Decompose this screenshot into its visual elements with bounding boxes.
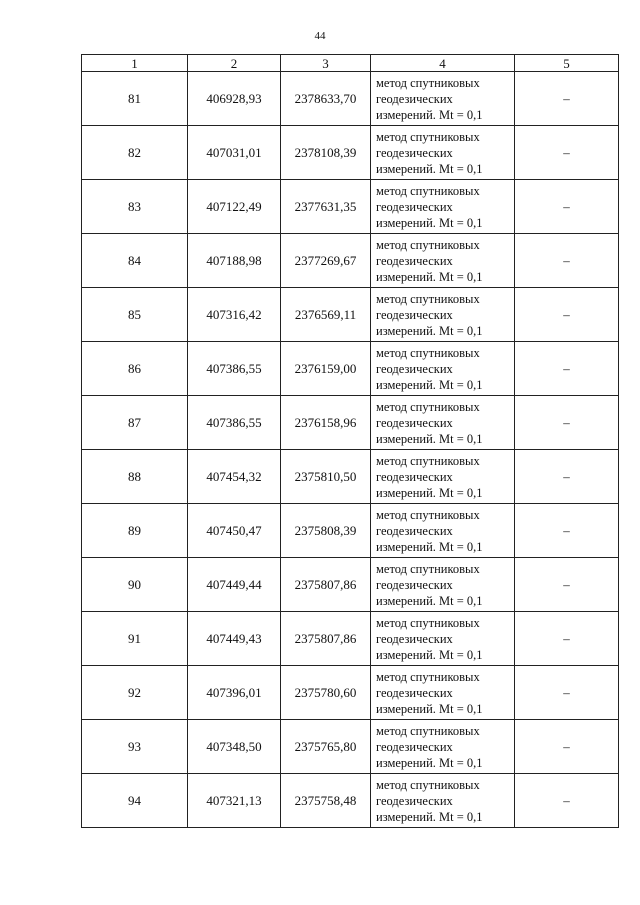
method-text-line: геодезических — [376, 524, 453, 538]
point-number-cell: 86 — [82, 342, 188, 396]
method-text-line: метод спутниковых — [376, 76, 480, 90]
table-row — [82, 558, 619, 612]
column-header: 4 — [371, 55, 515, 72]
x-coordinate-cell: 407396,01 — [188, 666, 281, 720]
y-coordinate-cell: 2376569,11 — [281, 288, 371, 342]
method-text-line: метод спутниковых — [376, 670, 480, 684]
method-text-line: измерений. Mt = 0,1 — [376, 324, 483, 338]
note-cell: – — [515, 126, 619, 180]
method-text-line: геодезических — [376, 146, 453, 160]
method-text-line: геодезических — [376, 362, 453, 376]
note-cell: – — [515, 72, 619, 126]
method-text-line: геодезических — [376, 578, 453, 592]
page-number: 44 — [314, 30, 326, 42]
method-text-line: метод спутниковых — [376, 184, 480, 198]
method-text-line: метод спутниковых — [376, 130, 480, 144]
method-text-line: измерений. Mt = 0,1 — [376, 216, 483, 230]
point-number-cell: 85 — [82, 288, 188, 342]
method-text-line: измерений. Mt = 0,1 — [376, 702, 483, 716]
x-coordinate-cell: 407386,55 — [188, 342, 281, 396]
method-cell — [371, 612, 515, 666]
y-coordinate-cell: 2375807,86 — [281, 558, 371, 612]
method-cell — [371, 774, 515, 828]
method-text-line: метод спутниковых — [376, 508, 480, 522]
table-row — [82, 396, 619, 450]
method-text-line: метод спутниковых — [376, 292, 480, 306]
method-text-line: измерений. Mt = 0,1 — [376, 378, 483, 392]
note-cell: – — [515, 234, 619, 288]
column-header: 2 — [188, 55, 281, 72]
method-cell — [371, 72, 515, 126]
method-text-line: метод спутниковых — [376, 616, 480, 630]
note-cell: – — [515, 504, 619, 558]
x-coordinate-cell: 407450,47 — [188, 504, 281, 558]
table-row — [82, 450, 619, 504]
table-row — [82, 234, 619, 288]
y-coordinate-cell: 2375810,50 — [281, 450, 371, 504]
x-coordinate-cell: 407449,44 — [188, 558, 281, 612]
table-row — [82, 774, 619, 828]
point-number-cell: 82 — [82, 126, 188, 180]
x-coordinate-cell: 407316,42 — [188, 288, 281, 342]
method-text-line: измерений. Mt = 0,1 — [376, 162, 483, 176]
table-body — [82, 72, 619, 828]
y-coordinate-cell: 2377269,67 — [281, 234, 371, 288]
note-cell: – — [515, 450, 619, 504]
point-number-cell: 87 — [82, 396, 188, 450]
y-coordinate-cell: 2376159,00 — [281, 342, 371, 396]
method-text-line: измерений. Mt = 0,1 — [376, 108, 483, 122]
point-number-cell: 93 — [82, 720, 188, 774]
method-text-line: геодезических — [376, 740, 453, 754]
method-cell — [371, 126, 515, 180]
y-coordinate-cell: 2375780,60 — [281, 666, 371, 720]
note-cell: – — [515, 342, 619, 396]
note-cell: – — [515, 396, 619, 450]
method-cell — [371, 450, 515, 504]
coordinates-table — [81, 54, 619, 828]
table-row — [82, 342, 619, 396]
table-row — [82, 126, 619, 180]
point-number-cell: 84 — [82, 234, 188, 288]
y-coordinate-cell: 2375758,48 — [281, 774, 371, 828]
method-text-line: геодезических — [376, 254, 453, 268]
method-text-line: метод спутниковых — [376, 346, 480, 360]
method-cell — [371, 666, 515, 720]
method-text-line: геодезических — [376, 686, 453, 700]
method-cell — [371, 558, 515, 612]
method-text-line: измерений. Mt = 0,1 — [376, 270, 483, 284]
y-coordinate-cell: 2375807,86 — [281, 612, 371, 666]
method-text-line: измерений. Mt = 0,1 — [376, 594, 483, 608]
y-coordinate-cell: 2378633,70 — [281, 72, 371, 126]
method-cell — [371, 504, 515, 558]
method-cell — [371, 234, 515, 288]
method-text-line: метод спутниковых — [376, 454, 480, 468]
note-cell: – — [515, 666, 619, 720]
column-header: 5 — [515, 55, 619, 72]
note-cell: – — [515, 288, 619, 342]
method-text-line: метод спутниковых — [376, 724, 480, 738]
note-cell: – — [515, 720, 619, 774]
method-text-line: измерений. Mt = 0,1 — [376, 648, 483, 662]
x-coordinate-cell: 407031,01 — [188, 126, 281, 180]
point-number-cell: 81 — [82, 72, 188, 126]
y-coordinate-cell: 2376158,96 — [281, 396, 371, 450]
x-coordinate-cell: 407454,32 — [188, 450, 281, 504]
method-text-line: измерений. Mt = 0,1 — [376, 810, 483, 824]
table-header-row — [82, 55, 619, 72]
table-row — [82, 504, 619, 558]
method-text-line: измерений. Mt = 0,1 — [376, 486, 483, 500]
x-coordinate-cell: 407449,43 — [188, 612, 281, 666]
column-header: 3 — [281, 55, 371, 72]
method-text-line: геодезических — [376, 632, 453, 646]
y-coordinate-cell: 2378108,39 — [281, 126, 371, 180]
point-number-cell: 89 — [82, 504, 188, 558]
method-text-line: метод спутниковых — [376, 238, 480, 252]
x-coordinate-cell: 407321,13 — [188, 774, 281, 828]
method-text-line: геодезических — [376, 794, 453, 808]
point-number-cell: 88 — [82, 450, 188, 504]
method-cell — [371, 180, 515, 234]
y-coordinate-cell: 2375808,39 — [281, 504, 371, 558]
table-row — [82, 612, 619, 666]
method-text-line: геодезических — [376, 200, 453, 214]
x-coordinate-cell: 407386,55 — [188, 396, 281, 450]
method-text-line: геодезических — [376, 308, 453, 322]
x-coordinate-cell: 407348,50 — [188, 720, 281, 774]
note-cell: – — [515, 612, 619, 666]
method-cell — [371, 396, 515, 450]
table-row — [82, 180, 619, 234]
column-header: 1 — [82, 55, 188, 72]
point-number-cell: 83 — [82, 180, 188, 234]
method-text-line: метод спутниковых — [376, 778, 480, 792]
method-text-line: метод спутниковых — [376, 400, 480, 414]
method-text-line: измерений. Mt = 0,1 — [376, 432, 483, 446]
method-cell — [371, 288, 515, 342]
table-row — [82, 720, 619, 774]
y-coordinate-cell: 2375765,80 — [281, 720, 371, 774]
x-coordinate-cell: 407188,98 — [188, 234, 281, 288]
table-row — [82, 72, 619, 126]
method-text-line: измерений. Mt = 0,1 — [376, 540, 483, 554]
method-cell — [371, 720, 515, 774]
point-number-cell: 91 — [82, 612, 188, 666]
method-text-line: измерений. Mt = 0,1 — [376, 756, 483, 770]
point-number-cell: 92 — [82, 666, 188, 720]
method-text-line: геодезических — [376, 92, 453, 106]
method-text-line: метод спутниковых — [376, 562, 480, 576]
method-cell — [371, 342, 515, 396]
note-cell: – — [515, 774, 619, 828]
point-number-cell: 90 — [82, 558, 188, 612]
table-row — [82, 666, 619, 720]
point-number-cell: 94 — [82, 774, 188, 828]
note-cell: – — [515, 180, 619, 234]
table-row — [82, 288, 619, 342]
x-coordinate-cell: 407122,49 — [188, 180, 281, 234]
method-text-line: геодезических — [376, 470, 453, 484]
note-cell: – — [515, 558, 619, 612]
x-coordinate-cell: 406928,93 — [188, 72, 281, 126]
y-coordinate-cell: 2377631,35 — [281, 180, 371, 234]
method-text-line: геодезических — [376, 416, 453, 430]
